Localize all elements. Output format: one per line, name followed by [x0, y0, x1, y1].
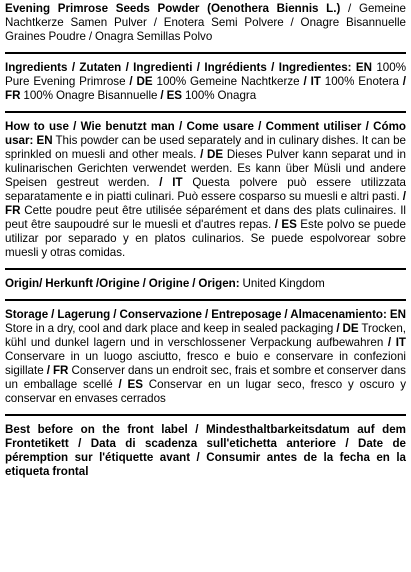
ingredients-it: 100% Enotera	[320, 75, 403, 88]
best-before-heading: Best before on the front label / Mindesthaltbarkeitsdatum auf dem Frontetikett / Data di scadenza sull'etichetta anteriore / Date de péremption sur l'étiquette avant / Consumir antes de la fecha en la etiqueta frontal	[5, 423, 406, 478]
how-to-use-fr: Cette poudre peut être utilisée séparément et dans des plats culinaires. Il peut être saupoudré sur le muesli et d'autres repas.	[5, 204, 406, 231]
storage-it-tag: / IT	[387, 336, 406, 349]
how-to-use-es: Este polvo se puede utilizar por separado y en platos culinarios. Se puede espolvorear sobre muesli y otras comidas.	[5, 218, 406, 259]
ingredients-es-tag: / ES	[160, 89, 183, 102]
product-name-section	[5, 2, 406, 48]
how-to-use-it-tag: / IT	[159, 176, 183, 189]
ingredients-de: 100% Gemeine Nachtkerze	[152, 75, 304, 88]
ingredients-section	[5, 59, 406, 107]
best-before-section	[5, 421, 406, 483]
storage-de-tag: / DE	[336, 322, 359, 335]
storage-es: Conservar en un lugar seco, fresco y oscuro y conservar en envases cerrados	[5, 378, 406, 405]
storage-fr-tag: / FR	[46, 364, 69, 377]
section-divider	[5, 111, 406, 113]
ingredients-es: 100% Onagra	[182, 89, 257, 102]
how-to-use-section	[5, 118, 406, 264]
how-to-use-de: Dieses Pulver kann separat und in kulinarischen Gerichten verwendet werden. Es kann über Müsli und andere Speisen gestreut werden.	[5, 148, 406, 189]
how-to-use-it: Questa polvere può essere utilizzata separatamente e in piatti culinari. Può essere cosparso su muesli e altri pasti.	[5, 176, 406, 203]
how-to-use-en: This powder can be used separately and in culinary dishes. It can be sprinkled on muesli and other meals.	[5, 134, 406, 161]
origin-section	[5, 275, 406, 295]
product-name-translations: Gemeine Nachtkerze Samen Pulver / Enotera Semi Polvere / Onagre Bisannuelle Graines Poudre / Onagra Semillas Polvo	[5, 2, 406, 43]
how-to-use-heading: How to use / Wie benutzt man / Come usare / Comment utiliser / Cómo usar: EN	[5, 120, 406, 147]
how-to-use-es-tag: / ES	[274, 218, 297, 231]
storage-de: Trocken, kühl und dunkel lagern und in verschlossener Verpackung aufbewahren	[5, 322, 406, 349]
product-name-separator: /	[340, 2, 359, 15]
ingredients-it-tag: / IT	[303, 75, 321, 88]
ingredients-fr-tag: / FR	[5, 75, 406, 102]
storage-es-tag: / ES	[118, 378, 143, 391]
how-to-use-de-tag: / DE	[200, 148, 224, 161]
section-divider	[5, 299, 406, 301]
section-divider	[5, 414, 406, 416]
storage-fr: Conserver dans un endroit sec, frais et sombre et conserver dans un emballage scellé	[5, 364, 406, 391]
section-divider	[5, 52, 406, 54]
storage-section	[5, 306, 406, 410]
storage-en: Store in a dry, cool and dark place and keep in sealed packaging	[5, 322, 337, 335]
ingredients-de-tag: / DE	[129, 75, 153, 88]
origin-value: United Kingdom	[239, 277, 325, 290]
ingredients-fr: 100% Onagre Bisannuelle	[20, 89, 161, 102]
product-name-en: Evening Primrose Seeds Powder (Oenothera Biennis L.)	[5, 2, 341, 15]
ingredients-en: 100% Pure Evening Primrose	[5, 61, 406, 88]
section-divider	[5, 268, 406, 270]
ingredients-heading: Ingredients / Zutaten / Ingredienti / Ingrédients / Ingredientes: EN	[5, 61, 372, 74]
how-to-use-fr-tag: / FR	[5, 190, 406, 217]
origin-heading: Origin/ Herkunft /Origine / Origine / Origen:	[5, 277, 240, 290]
storage-it: Conservare in un luogo asciutto, fresco e buio e conservare in confezioni sigillate	[5, 350, 406, 377]
storage-heading: Storage / Lagerung / Conservazione / Entreposage / Almacenamiento: EN	[5, 308, 406, 321]
